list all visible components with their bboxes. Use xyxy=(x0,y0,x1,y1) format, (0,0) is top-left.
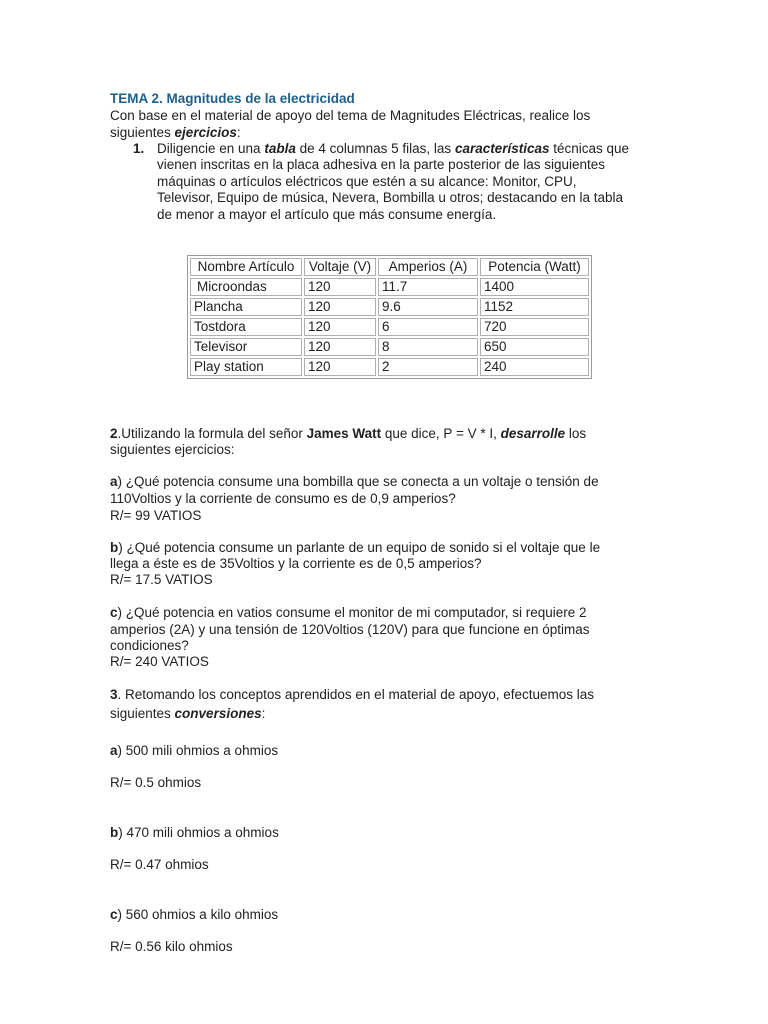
table-cell: 240 xyxy=(480,358,589,376)
item-3-line-1: 3. Retomando los conceptos aprendidos en el material de apoyo, efectuemos las xyxy=(110,687,595,702)
item-1-line-5: de menor a mayor el artículo que más consume energía. xyxy=(157,207,497,222)
answer-2b: R/= 17.5 VATIOS xyxy=(110,572,213,587)
table-row xyxy=(190,298,589,316)
answer-3a: R/= 0.5 ohmios xyxy=(110,775,202,790)
table-cell: 2 xyxy=(378,358,478,376)
question-2a-line-2: 110Voltios y la corriente de consumo es de 0,9 amperios? xyxy=(110,491,456,506)
table-cell: 9.6 xyxy=(378,298,478,316)
table-cell: Plancha xyxy=(190,298,302,316)
table-row xyxy=(190,338,589,356)
question-2b-line-1: b) ¿Qué potencia consume un parlante de un equipo de sonido si el voltaje que le xyxy=(110,540,601,555)
table-cell: 6 xyxy=(378,318,478,336)
answer-3b: R/= 0.47 ohmios xyxy=(110,857,209,872)
question-2c-line-2: amperios (2A) y una tensión de 120Voltios (120V) para que funcione en óptimas xyxy=(110,622,590,637)
table-cell: 120 xyxy=(304,298,376,316)
item-1-number: 1. xyxy=(133,141,145,156)
question-3a: a) 500 mili ohmios a ohmios xyxy=(110,743,279,758)
item-2-line-1: 2.Utilizando la formula del señor James Watt que dice, P = V * I, desarrolle los xyxy=(110,426,587,441)
item-2-line-2: siguientes ejercicios: xyxy=(110,442,235,457)
table-cell: 11.7 xyxy=(378,278,478,296)
table-cell: Microondas xyxy=(190,278,302,296)
question-2b-line-2: llega a éste es de 35Voltios y la corriente es de 0,5 amperios? xyxy=(110,556,482,571)
question-2a-line-1: a) ¿Qué potencia consume una bombilla que se conecta a un voltaje o tensión de xyxy=(110,474,599,489)
table-cell: Televisor xyxy=(190,338,302,356)
table-cell: 120 xyxy=(304,318,376,336)
table-header-cell: Voltaje (V) xyxy=(304,258,376,276)
table-row xyxy=(190,318,589,336)
table-cell: 650 xyxy=(480,338,589,356)
table-cell: 1152 xyxy=(480,298,589,316)
question-2c-line-1: c) ¿Qué potencia en vatios consume el monitor de mi computador, si requiere 2 xyxy=(110,605,587,620)
table-cell: 1400 xyxy=(480,278,589,296)
item-1-line-2: vienen inscritas en la placa adhesiva en la parte posterior de las siguientes xyxy=(157,157,606,172)
question-2c-line-3: condiciones? xyxy=(110,638,189,653)
table-cell: 8 xyxy=(378,338,478,356)
table-header-row xyxy=(190,258,589,276)
answer-2a: R/= 99 VATIOS xyxy=(110,508,202,523)
question-3c: c) 560 ohmios a kilo ohmios xyxy=(110,907,279,922)
item-1-line-1: Diligencie en una tabla de 4 columnas 5 filas, las características técnicas que xyxy=(157,141,630,156)
table-cell: Tostdora xyxy=(190,318,302,336)
table-header-cell: Amperios (A) xyxy=(378,258,478,276)
answer-2c: R/= 240 VATIOS xyxy=(110,654,209,669)
item-1-line-4: Televisor, Equipo de música, Nevera, Bombilla u otros; destacando en la tabla xyxy=(157,190,624,205)
table-cell: 120 xyxy=(304,278,376,296)
table-cell: Play station xyxy=(190,358,302,376)
table-header-cell: Potencia (Watt) xyxy=(480,258,589,276)
table-row xyxy=(190,358,589,376)
intro-line-1: Con base en el material de apoyo del tema de Magnitudes Eléctricas, realice los xyxy=(110,108,591,123)
document-title: TEMA 2. Magnitudes de la electricidad xyxy=(110,91,355,106)
intro-line-2: siguientes ejercicios: xyxy=(110,125,241,140)
table-cell: 720 xyxy=(480,318,589,336)
item-3-line-2: siguientes conversiones: xyxy=(110,706,266,721)
question-3b: b) 470 mili ohmios a ohmios xyxy=(110,825,279,840)
answer-3c: R/= 0.56 kilo ohmios xyxy=(110,939,233,954)
table-header-cell: Nombre Artículo xyxy=(190,258,302,276)
appliance-table xyxy=(187,255,592,379)
table-cell: 120 xyxy=(304,338,376,356)
item-1-line-3: máquinas o artículos eléctricos que estén a su alcance: Monitor, CPU, xyxy=(157,174,577,189)
table-cell: 120 xyxy=(304,358,376,376)
table-row xyxy=(190,278,589,296)
